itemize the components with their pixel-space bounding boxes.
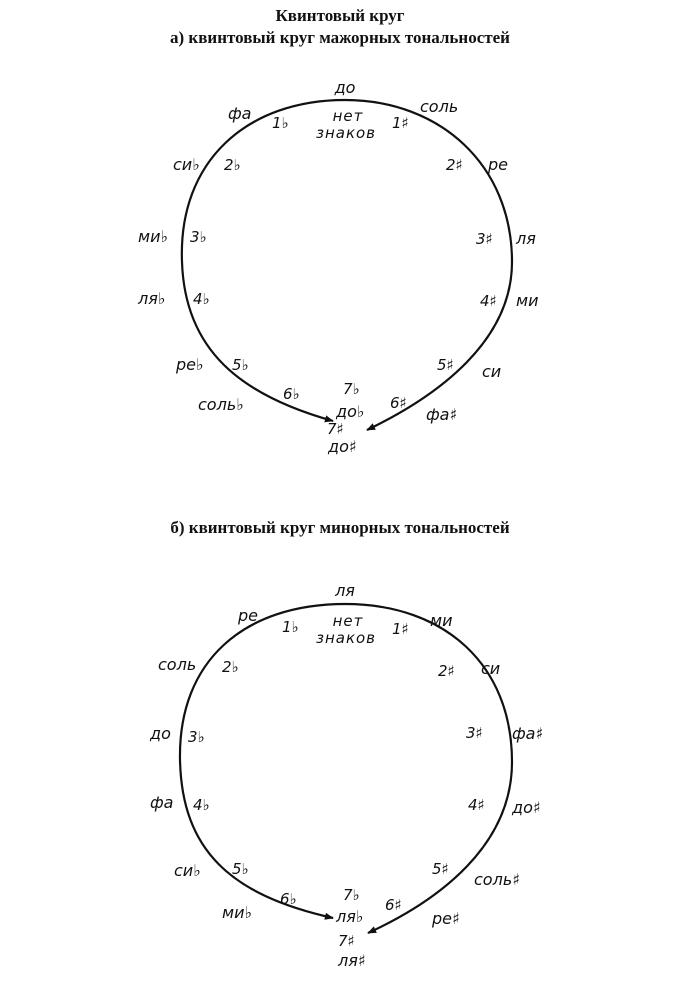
major-sharp-sig-3: 3♯	[476, 230, 493, 248]
major-sharp-key-2: ре	[488, 155, 508, 174]
major-flat-sig-3: 3♭	[190, 228, 207, 246]
minor-sharp-sig-3: 3♯	[466, 724, 483, 742]
minor-flat-key-5: си♭	[174, 861, 201, 880]
major-sharp-sig-6: 6♯	[390, 394, 407, 412]
minor-flat-sig-5: 5♭	[232, 860, 249, 878]
major-flat-key-3: ми♭	[138, 227, 169, 246]
major-sharp-sig-2: 2♯	[446, 156, 463, 174]
minor-circle-subtitle: б) квинтовый круг минорных тональностей	[170, 518, 510, 537]
minor-sharp-key-6: ре♯	[432, 909, 460, 928]
major-circle	[137, 78, 538, 456]
major-flat-sig-1: 1♭	[272, 114, 289, 132]
major-flat-key-6: соль♭	[198, 395, 244, 414]
minor-sharp-key-3: фа♯	[512, 724, 544, 743]
minor-flat-sig-2: 2♭	[222, 658, 239, 676]
minor-flat-key-7: ля♭	[336, 907, 364, 926]
minor-sharp-key-7: ля♯	[338, 951, 366, 970]
minor-flat-key-2: соль	[158, 655, 197, 674]
minor-no-signs-line2: знаков	[315, 629, 377, 647]
minor-flat-sig-6: 6♭	[280, 890, 297, 908]
major-sharp-sig-4: 4♯	[480, 292, 497, 310]
minor-flat-sig-1: 1♭	[282, 618, 299, 636]
major-flat-sig-6: 6♭	[283, 385, 300, 403]
minor-sharp-sig-1: 1♯	[392, 620, 409, 638]
minor-flat-sig-7: 7♭	[343, 886, 360, 904]
minor-sharp-key-1: ми	[430, 611, 453, 630]
minor-sharp-sig-2: 2♯	[438, 662, 455, 680]
major-flat-key-1: фа	[228, 104, 252, 123]
minor-sharp-sig-7: 7♯	[338, 932, 355, 950]
major-sharp-key-5: си	[482, 362, 502, 381]
minor-sharp-sig-4: 4♯	[468, 796, 485, 814]
major-flat-key-7: до♭	[336, 402, 365, 421]
minor-flat-key-1: ре	[238, 606, 258, 625]
minor-sharp-sig-6: 6♯	[385, 896, 402, 914]
major-flat-key-5: ре♭	[176, 355, 204, 374]
major-flat-sig-4: 4♭	[193, 290, 210, 308]
major-no-signs-line2: знаков	[315, 124, 377, 142]
minor-flat-key-4: фа	[150, 793, 174, 812]
minor-sharp-key-4: до♯	[512, 798, 541, 817]
major-flat-sig-2: 2♭	[224, 156, 241, 174]
major-flat-key-2: си♭	[173, 155, 200, 174]
minor-sharp-key-2: си	[481, 659, 501, 678]
minor-flat-key-6: ми♭	[222, 903, 253, 922]
minor-flat-sig-4: 4♭	[193, 796, 210, 814]
major-flat-sig-7: 7♭	[343, 380, 360, 398]
minor-no-signs-line1: нет	[332, 612, 364, 630]
major-flat-key-4: ля♭	[138, 289, 166, 308]
major-circle-subtitle: а) квинтовый круг мажорных тональностей	[170, 28, 510, 47]
major-sharp-key-3: ля	[516, 229, 536, 248]
minor-top-key: ля	[335, 581, 355, 600]
minor-sharp-key-5: соль♯	[474, 870, 520, 889]
major-sharp-sig-1: 1♯	[392, 114, 409, 132]
minor-flat-key-3: до	[150, 724, 171, 743]
minor-circle-ring	[180, 604, 512, 933]
major-sharp-key-7: до♯	[328, 437, 357, 456]
major-sharp-key-4: ми	[516, 291, 539, 310]
major-sharp-key-6: фа♯	[426, 405, 458, 424]
major-top-key: до	[334, 78, 356, 97]
minor-sharp-sig-5: 5♯	[432, 860, 449, 878]
major-sharp-sig-7: 7♯	[327, 420, 344, 438]
major-flat-sig-5: 5♭	[232, 356, 249, 374]
page-title: Квинтовый круг	[275, 6, 405, 25]
major-sharp-sig-5: 5♯	[437, 356, 454, 374]
major-no-signs-line1: нет	[332, 107, 364, 125]
minor-flat-sig-3: 3♭	[188, 728, 205, 746]
minor-circle	[149, 581, 543, 970]
major-sharp-key-1: соль	[420, 97, 459, 116]
